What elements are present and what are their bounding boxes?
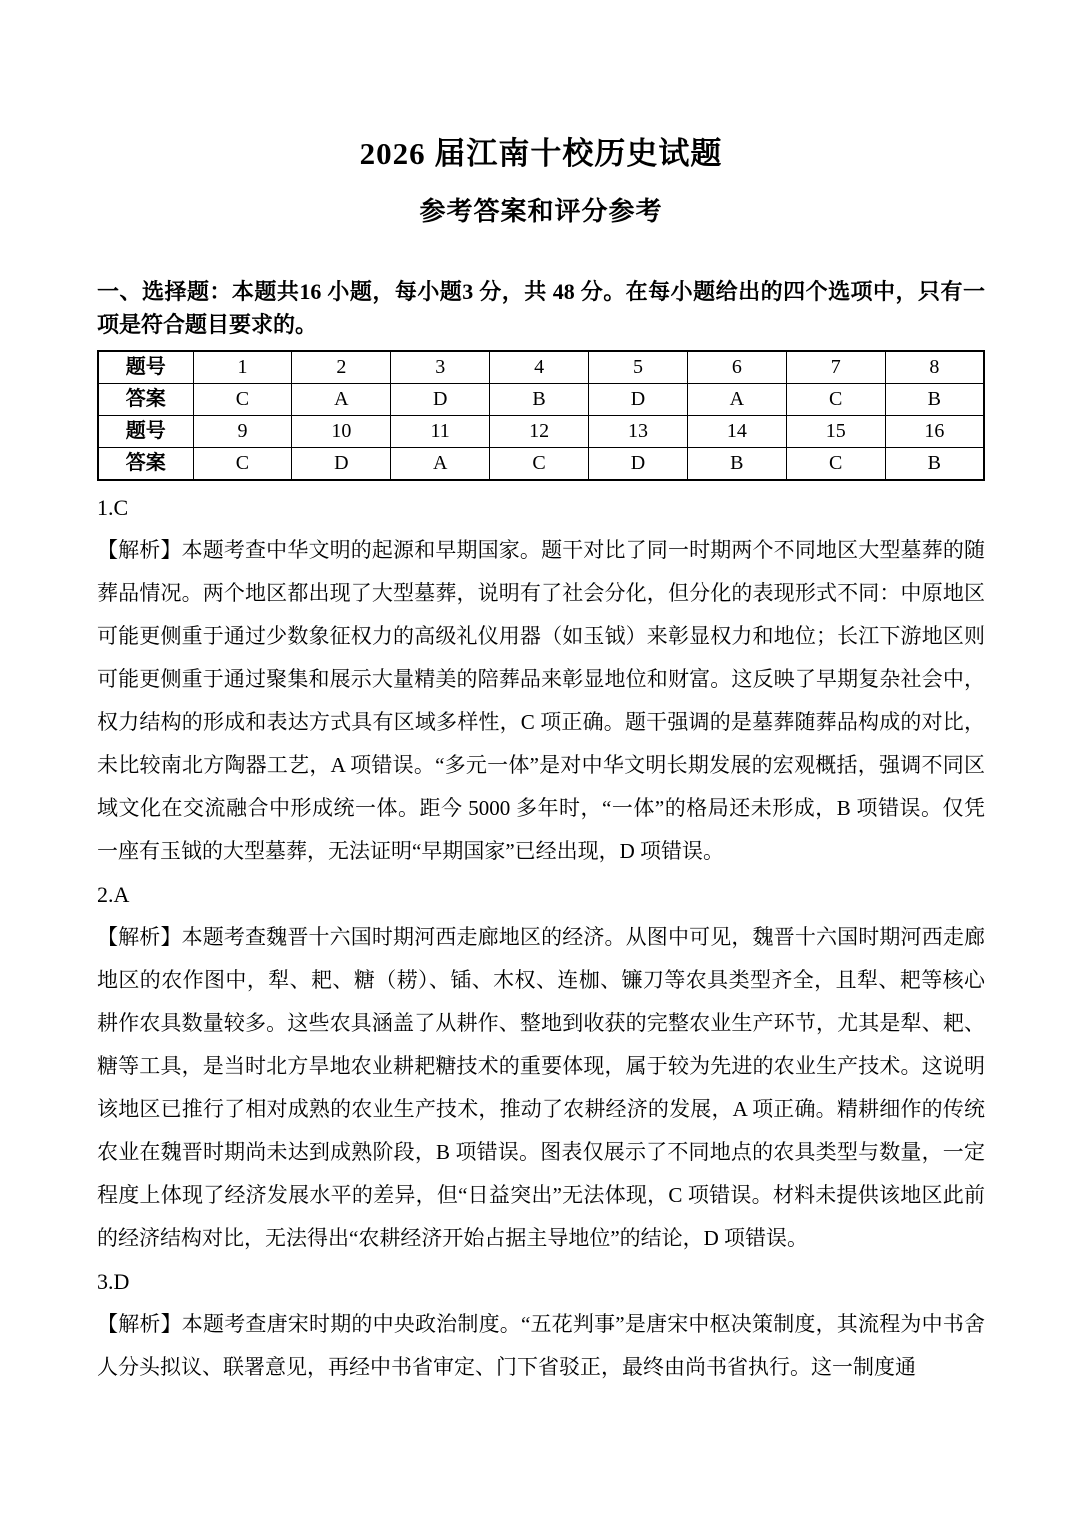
explanation-text: 【解析】本题考查中华文明的起源和早期国家。题干对比了同一时期两个不同地区大型墓葬的随葬品情况。两个地区都出现了大型墓葬，说明有了社会分化，但分化的表现形式不同：中原地区可能更侧重于通过少数象征权力的高级礼仪用器（如玉钺）来彰显权力和地位；长江下游地区则可能更侧重于通过聚集和展示大量精美的陪葬品来彰显地位和财富。这反映了早期复杂社会中，权力结构的形成和表达方式具有区域多样性，C 项正确。题干强调的是墓葬随葬品构成的对比，未比较南北方陶器工艺，A 项错误。“多元一体”是对中华文明长期发展的宏观概括，强调不同区域文化在交流融合中形成统一体。距今 5000 多年时，“一体”的格局还未形成，B 项错误。仅凭一座有玉钺的大型墓葬，无法证明“早期国家”已经出现，D 项错误。 [97, 537, 985, 863]
answer-cell: A [687, 383, 786, 415]
page-title: 2026 届江南十校历史试题 [359, 136, 723, 171]
answer-cell: 3 [391, 351, 490, 384]
answer-label: 3.D [97, 1268, 130, 1294]
answer-cell: C [490, 447, 589, 480]
answer-cell: 13 [589, 415, 688, 447]
answer-cell: 1 [193, 351, 292, 384]
row-header-cell: 答案 [98, 447, 193, 480]
answer-cell: 11 [391, 415, 490, 447]
answer-cell: 8 [885, 351, 984, 384]
answer-cell: 6 [687, 351, 786, 384]
answer-cell: B [885, 383, 984, 415]
answer-table-row [98, 415, 984, 447]
answer-cell: D [589, 383, 688, 415]
answer-cell: C [193, 447, 292, 480]
answer-cell: 5 [589, 351, 688, 384]
answer-table-row [98, 351, 984, 384]
answer-cell: 2 [292, 351, 391, 384]
row-header-cell: 答案 [98, 383, 193, 415]
answer-cell: A [292, 383, 391, 415]
row-header-cell: 题号 [98, 351, 193, 384]
answer-cell: D [589, 447, 688, 480]
answer-cell: D [391, 383, 490, 415]
row-header-cell: 题号 [98, 415, 193, 447]
answer-table-row [98, 383, 984, 415]
answer-cell: C [193, 383, 292, 415]
explanation-text: 【解析】本题考查魏晋十六国时期河西走廊地区的经济。从图中可见，魏晋十六国时期河西走廊地区的农作图中，犁、耙、糖（耢）、锸、木权、连枷、镰刀等农具类型齐全，且犁、耙等核心耕作农具数量较多。这些农具涵盖了从耕作、整地到收获的完整农业生产环节，尤其是犁、耙、糖等工具，是当时北方旱地农业耕耙糖技术的重要体现，属于较为先进的农业生产技术。这说明该地区已推行了相对成熟的农业生产技术，推动了农耕经济的发展，A 项正确。精耕细作的传统农业在魏晋时期尚未达到成熟阶段，B 项错误。图表仅展示了不同地点的农具类型与数量，一定程度上体现了经济发展水平的差异，但“日益突出”无法体现，C 项错误。材料未提供该地区此前的经济结构对比，无法得出“农耕经济开始占据主导地位”的结论，D 项错误。 [97, 924, 985, 1250]
explanation-block [97, 873, 985, 1260]
answer-cell: B [687, 447, 786, 480]
answer-cell: A [391, 447, 490, 480]
answer-label: 2.A [97, 881, 130, 907]
answer-cell: 15 [786, 415, 885, 447]
answer-cell: 4 [490, 351, 589, 384]
section-instructions: 一、选择题：本题共16 小题，每小题3 分，共 48 分。在每小题给出的四个选项中，只有一项是符合题目要求的。 [97, 278, 985, 337]
answer-cell: 7 [786, 351, 885, 384]
explanation-block [97, 486, 985, 873]
answer-cell: D [292, 447, 391, 480]
answer-cell: B [490, 383, 589, 415]
answer-cell: 16 [885, 415, 984, 447]
explanation-text: 【解析】本题考查唐宋时期的中央政治制度。“五花判事”是唐宋中枢决策制度，其流程为中书舍人分头拟议、联署意见，再经中书省审定、门下省驳正，最终由尚书省执行。这一制度通 [97, 1311, 985, 1379]
answer-cell: 12 [490, 415, 589, 447]
answer-cell: C [786, 383, 885, 415]
explanations-section [97, 486, 985, 1389]
page-subtitle: 参考答案和评分参考 [419, 196, 663, 226]
answer-table-body [98, 351, 984, 480]
answer-cell: B [885, 447, 984, 480]
answer-cell: C [786, 447, 885, 480]
answer-label: 1.C [97, 494, 129, 520]
answer-table-row [98, 447, 984, 480]
answer-table [97, 350, 985, 481]
answer-cell: 9 [193, 415, 292, 447]
answer-cell: 14 [687, 415, 786, 447]
explanation-block [97, 1260, 985, 1389]
answer-cell: 10 [292, 415, 391, 447]
